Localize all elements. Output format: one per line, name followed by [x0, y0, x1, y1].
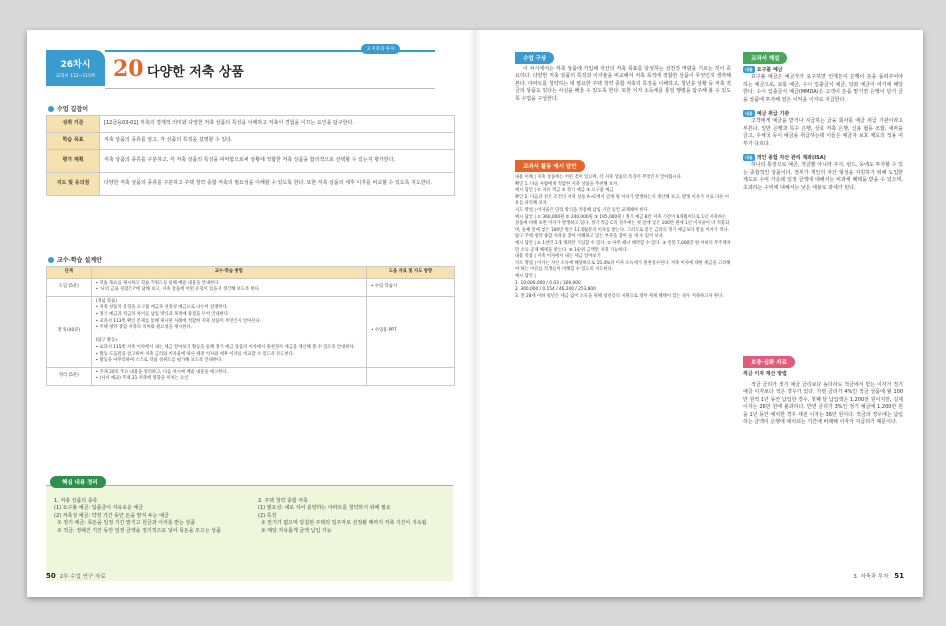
left-folio: [46, 572, 106, 580]
steps-row: [47, 367, 455, 385]
plan-value: 다양한 저축 상품의 종류를 구분하고 주택 청약 종합 저축의 필요성을 이해할 수 있도록 한다. 또한 저축 상품의 세후 이자를 비교할 수 있도록 지도한다.: [100, 173, 455, 196]
steps-aid: [366, 367, 454, 385]
explain-title: 예금 취급 기관: [756, 111, 790, 118]
plan-key: 성취 기준: [47, 116, 100, 133]
chapter-title-bar: [105, 47, 435, 89]
book-spread: [27, 30, 923, 597]
plan-value: 저축 상품의 종류를 알고, 각 상품의 특징을 설명할 수 있다.: [100, 133, 455, 150]
explain-item: [743, 154, 903, 192]
plan-row: [47, 116, 455, 133]
folio-text: 3. 저축과 투자: [853, 574, 889, 580]
supp-text: 적금 금리가 정기 예금 금리보다 높더라도 적금에서 받는 이자가 정기 예금 이자보다 적은 경우가 있다. 가령 금리가 4%인 적금 상품에 월 100만 원씩 1년 동안 납입한 경우, 첫째 달 납입액은 1,200만 원이지만, 실제 이자는 26만 원에 불과하다. 반면 금리가 3%인 정기 예금에 1,200만 원을 1년 동안 예치한 경우 세전 이자는 36만 원이다. 적금의 경우에는 납입하는 금액이 은행에 예치되는 기간에 비례해 이자가 지급되기 때문이다.: [743, 382, 903, 426]
steps-row: [47, 296, 455, 367]
lesson-plan-table: [46, 115, 455, 196]
steps-stage: 정리 (5분): [47, 367, 92, 385]
content-chip: 내용: [745, 111, 753, 117]
bullet-icon: [48, 257, 54, 263]
plan-value: 저축 상품의 종류를 구분하고, 각 저축 상품의 특성을 파악함으로써 상황에 적합한 저축 상품을 합리적으로 선택할 수 있는지 평가한다.: [100, 150, 455, 173]
steps-method: • 주제 20의 주요 내용을 정리하고, 다음 차시에 배울 내용을 예고한다. • (사서 예교) 주제 21 저축에 영향을 미치는 요인: [91, 367, 366, 385]
explain-title: 요구불 예금: [756, 67, 783, 73]
design-heading: 수업 구상: [515, 52, 554, 64]
unit-tag: 3 저축과 투자: [361, 44, 400, 54]
steps-column-header: 교수·학습 방법: [91, 267, 366, 279]
right-page: [475, 30, 923, 597]
design-text: 이 차시에서는 저축 상품에 가입해 자산의 저축 목표를 달성하는 실천적 역량을 기르는 것이 중요하다. 다양한 저축 상품의 특징과 이자율을 비교해서 저축 목적에 적합한 상품이 무엇인지 생각해 본다. 아파트를 청약하는 데 필요한 주택 청약 종합 저축의 특징을 이해하고, 청년층 상황 등 저축 적금의 상품도 있다는 사실을 배울 수 있도록 한다. 또한 이자 소득세를 통일 행렬을 탐구해 볼 수 있도록 수업을 구상한다.: [515, 66, 731, 102]
plan-key: 학습 목표: [47, 133, 100, 150]
summary-col-2: 2. 주택 청약 종합 저축 (1) 필요성: 새로 지어 분양하는 아파트를 청약하기 위해 필요 (2) 특징 ① 만기가 없으며 당첨된 주택의 입주자로 선정될 때까지 저축 기간이 지속됨 ② 매달 자유롭게 금액 납입 가능: [258, 498, 427, 534]
plan-key: 지도 및 유의점: [47, 173, 100, 196]
explain-title: 개인 종합 자산 관리 계좌(ISA): [756, 155, 826, 162]
plan-key: 평가 계획: [47, 150, 100, 173]
explain-text: 요구불 예금은 예금자가 요구하면 언제든지 은행이 돈을 돌려주어야 하는 예금으로, 보통 예금, 수시 입출금식 예금, 당좌 예금이 여기에 해당한다. 수시 입출금식 예금(MMDA)은 고객이 돈을 맡기면 은행이 단기 금융 상품에 투자해 얻은 이익을 이자로 지급한다.: [743, 74, 903, 103]
explain-item: [743, 66, 903, 104]
explain-text: 고객에게 예금을 받거나 지급하는 금융 회사를 예금 취급 기관이라고 부른다. 일반 은행과 특수 은행, 상호 저축 은행, 신용 협동 조합, 새마을 금고, 우체국 등이 예금을 취급하는데 이들은 예금자 보호 제도의 적용 여부가 다르다.: [743, 118, 903, 147]
steps-table: [46, 266, 455, 386]
supp-title: 적금 이자 계산 방법: [743, 371, 787, 377]
explain-list: [743, 66, 903, 198]
summary-tag: 핵심 내용 정리: [50, 476, 106, 488]
steps-method: • 학습 목표를 제시하고 학습 키워드를 통해 배울 내용을 안내한다. • '나의 금융 경험은?'에 답해 보고, 저축 상품에 어떤 유형이 있을지 생각해 보도록 한다.: [91, 278, 366, 296]
bullet-icon: [48, 106, 54, 112]
steps-heading: 교수·학습 설계안: [48, 255, 102, 264]
content-chip: 내용: [745, 155, 753, 161]
steps-stage: 전개 (40분): [47, 296, 92, 367]
plan-value: [12금융03-01] 저축의 경제적 의미와 다양한 저축 상품의 특성을 이해하고 저축이 경험을 이끄는 요인을 탐구한다.: [100, 116, 455, 133]
supp-heading: 보충·심화 자료: [743, 356, 795, 368]
explain-text: 하나의 통장으로 예금, 적금뿐 아니라 주식, 펀드, 등에도 투자할 수 있는 종합적인 상품이다. 정부가 개인의 자산 형성을 지원하기 위해 도입한 제도로 수익 가운데 일정 금액에 대해서는 비과세 혜택을 받을 수 있으며, 초과하는 수익에 대해서는 낮은 세율로 과세가 된다.: [743, 162, 903, 191]
plan-row: [47, 150, 455, 173]
lesson-number: 26차시: [60, 60, 91, 70]
summary-col-1: 1. 저축 상품의 종류 (1) 요구불 예금: 입출금이 자유로운 예금 (2) 저축성 예금: 약정 기간 동안 돈을 맡겨 두는 예금 ① 정기 예금: 목돈을 일정 기간 맡기고 원금과 이자를 받는 상품 ② 적금: 정해진 기간 동안 일정 금액을 정기적으로 넣어 목돈을 모으는 상품: [54, 498, 221, 534]
explain-heading: 교과서 해설: [743, 52, 787, 64]
plan-heading: 수업 길잡이: [48, 104, 88, 113]
page-number: 51: [894, 572, 904, 580]
steps-method: (개념 학습) • 저축 상품의 유형을 요구불 예금과 저축성 예금으로 나누어 설명한다. • 정기 예금과 적금의 차이를 납입 방식과 목적에 중점을 두어 안내한다. • 교과서 113쪽 확인 문제를 통해 제시된 사례에 적합한 저축 상품이 무엇인지 알아본다. • 주택 청약 종합 저축의 의미와 필요성을 제시한다. (탐구 활동) • 교과서 115쪽 저축 이자에서 내는 세금 알아보기 활동을 통해 정기 예금 상품의 이자에서 원천징수 세금을 계산해 볼 수 있도록 안내한다. • 활동 도움말을 참고하여 저축 금리와 이자율에 따른 세전 이자와 세후 이자를 비교할 수 있도록 유도한다. • 활동을 마무리하며 스스로 학습 성취도를 평가해 보도록 안내한다.: [91, 296, 366, 367]
right-folio: [853, 572, 904, 580]
steps-stage: 도입 (5분): [47, 278, 92, 296]
steps-row: [47, 278, 455, 296]
steps-column-header: 도움 자료 및 지도 방향: [366, 267, 454, 279]
steps-aid: • 수업용 PPT: [366, 296, 454, 367]
folio-text: 2부 수업 연구 자료: [59, 574, 106, 580]
steps-column-header: 단계: [47, 267, 92, 279]
plan-row: [47, 133, 455, 150]
activity-heading: 교과서 활동 예시 답안: [515, 160, 585, 172]
steps-aid: • 수업 학습지: [366, 278, 454, 296]
chapter-title: 다양한 저축 상품: [147, 65, 244, 80]
left-page: [27, 30, 475, 597]
lesson-pages: 교과서 112~115쪽: [55, 74, 96, 79]
summary-box: [46, 485, 453, 581]
page-number: 50: [46, 572, 56, 580]
plan-row: [47, 173, 455, 196]
content-chip: 내용: [745, 67, 753, 72]
explain-item: [743, 110, 903, 148]
activity-text: 내용 이해 | 저축 상품에는 어떤 것이 있으며, 각 저축 상품의 특징이 무엇인지 알아봅시다. 확인 1. 다음 사람에게 적합한 저축 상품을 추천해 보자. 예시 답안 | ① 자유 적금 ② 정기 예금 ③ 요구불 예금 확인 2. 다음과 같은 조건의 저축 상품 A~C에서 얻게 될 이자가 발생하는지 계산해 보고, 발생 이자가 서로 다른 이유를 파악해 보자. 지도 방법 | 이자율은 단리 방식을 적용해 납입 기간 동안 교체해야 한다. 예시 답안 | ① 360,000원 ② 240,000원 ③ 195,000원 / 정기 예금 8만 저축 기간이 6개월이므로 1년 저축하는 상품에 비해 초반 이자가 발생하고 있다. 정기 적금 C의 경우에는 첫 달에 넣은 100만 원에 1년 이자율이 다 적용되며, 둘째 달에 넣은 100만 원은 11개월분의 이자를 받는다. 그러므로 같은 금리의 정기 예금보다 받을 이자가 적다. 탐구 주택 청약 종합 저축을 찾아 이해하고 있는 부분을 찾아 을 게 수 있어 보자. 예시 답안 | ① 1천만 1개 계좌만 가입할 수 있다. ② 아무 때나 해약할 수 있다. ③ 연봉 7,000만 원 이하의 무주택자만 소득 공제 혜택을 받는다. ④ 1순위 금액만 저축 가능하다. 내용 적용 | 저축 이자에서 내는 세금 알아보기 지도 방법 | 이자는 자산 소득에 해당하므로 15.4%의 이자 소득세가 원천징수된다. 저축 이자에 대한 세금을 고려해야 하는 이유를 학생들이 이해할 수 있도록 지도한다. 예시 답안 | 1. 10,000,000 / 0.03 / 300,000 2. 300,000 / 0.154 / 46,200 / 253,800 3. 만 28세 이하 청년은 세금 없이 소득을 위해 청년층의 지원으로 정부 세제 혜택이 있는 경우 저축하고자 한다.: [515, 175, 731, 299]
lesson-badge: [46, 50, 105, 86]
chapter-number: 20: [113, 56, 144, 82]
